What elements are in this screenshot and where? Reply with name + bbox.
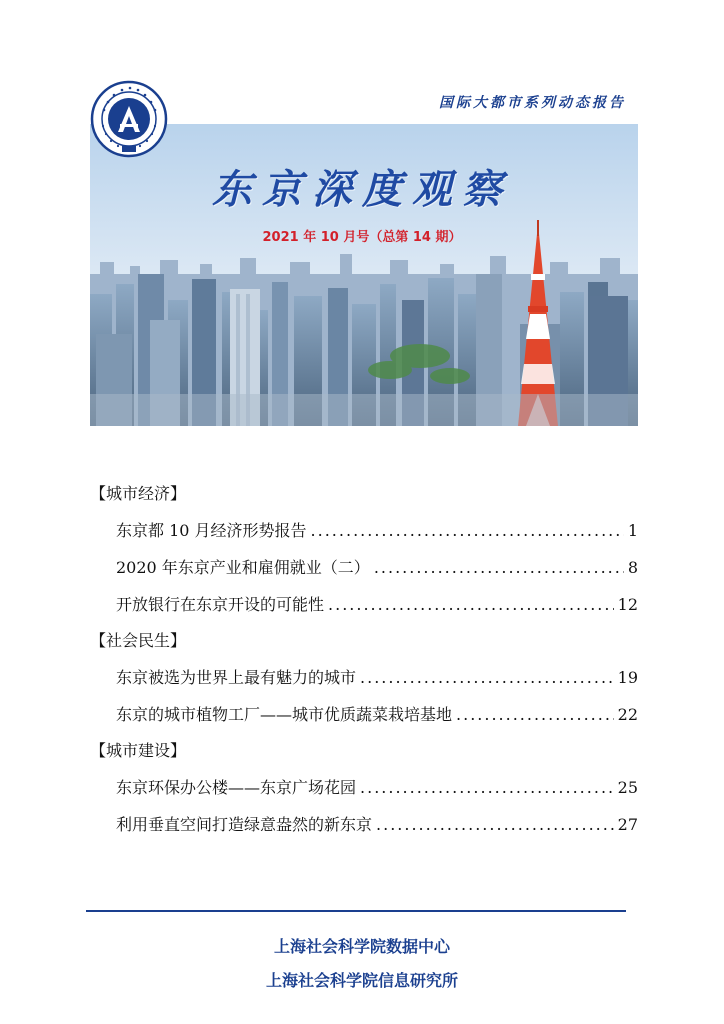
section-heading: 【社会民生】: [90, 631, 187, 650]
entry-title: 东京环保办公楼——东京广场花园: [116, 778, 357, 797]
page-number: 25: [617, 778, 638, 797]
page-number: 22: [617, 705, 638, 724]
page-number: 19: [617, 668, 638, 687]
footer-divider: [86, 910, 626, 912]
dot-leader: [376, 806, 614, 843]
toc-entry[interactable]: [90, 696, 638, 733]
dot-leader: [360, 769, 614, 806]
section-heading: 【城市建设】: [90, 741, 187, 760]
dot-leader: [374, 549, 624, 586]
toc-entry[interactable]: [90, 512, 638, 549]
toc-section-construction: [90, 733, 638, 843]
toc-entry[interactable]: [90, 769, 638, 806]
toc-entry[interactable]: [90, 806, 638, 843]
toc-section-livelihood: [90, 623, 638, 733]
page-number: 27: [617, 815, 638, 834]
academy-logo: [90, 80, 168, 158]
page-number: 12: [617, 595, 638, 614]
toc-entry[interactable]: [90, 659, 638, 696]
series-label: 国际大都市系列动态报告: [439, 95, 626, 111]
entry-title: 东京被选为世界上最有魅力的城市: [116, 668, 357, 687]
org-info-institute: 上海社会科学院信息研究所: [265, 971, 458, 990]
toc-section-economy: [90, 476, 638, 623]
org-data-center: 上海社会科学院数据中心: [273, 937, 450, 956]
report-title: 东京深度观察: [212, 166, 512, 213]
toc-entry[interactable]: [90, 586, 638, 623]
entry-title: 利用垂直空间打造绿意盎然的新东京: [116, 815, 373, 834]
entry-title: 东京的城市植物工厂——城市优质蔬菜栽培基地: [116, 705, 453, 724]
page-number: 8: [627, 558, 638, 577]
entry-title: 开放银行在东京开设的可能性: [116, 595, 325, 614]
section-heading: 【城市经济】: [90, 484, 187, 503]
issue-label: 2021 年 10 月号（总第 14 期）: [262, 230, 462, 245]
page-number: 1: [627, 521, 638, 540]
toc-entry[interactable]: [90, 549, 638, 586]
entry-title: 东京都 10 月经济形势报告: [116, 521, 307, 540]
dot-leader: [311, 512, 624, 549]
dot-leader: [360, 659, 614, 696]
dot-leader: [328, 586, 614, 623]
dot-leader: [456, 696, 614, 733]
table-of-contents: [90, 476, 638, 843]
entry-title: 2020 年东京产业和雇佣就业（二）: [116, 558, 370, 577]
